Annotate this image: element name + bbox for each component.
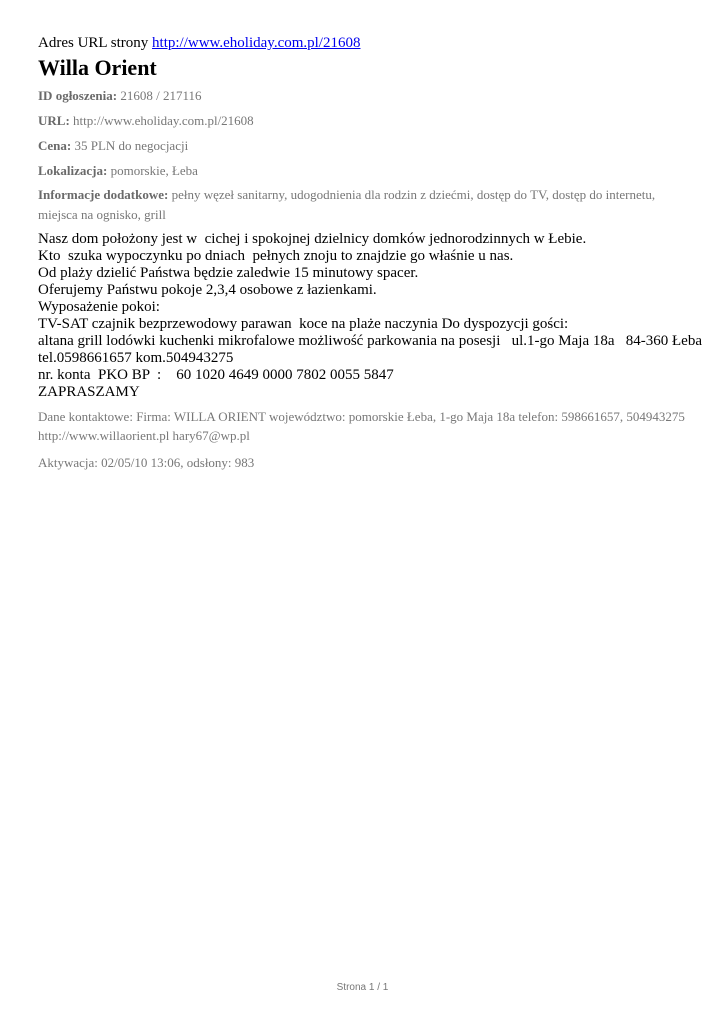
document-page [38,33,702,472]
contact-details: Dane kontaktowe: Firma: WILLA ORIENT województwo: pomorskie Łeba, 1-go Maja 18a telefon: 598661657, 504943275 http://www.willaorient.pl hary67@wp.pl [38,409,685,443]
field-location-label: Lokalizacja: [38,163,108,178]
field-additional-info [38,185,698,225]
page-url-link[interactable]: http://www.eholiday.com.pl/21608 [152,35,361,51]
description-line: Wyposażenie pokoi: [38,299,160,315]
field-id-value: 21608 / 217116 [117,88,202,103]
description-line: TV-SAT czajnik bezprzewodowy parawan koce na plaże naczynia Do dyspozycji gości: [38,316,569,332]
field-url-value: http://www.eholiday.com.pl/21608 [69,113,254,128]
description-line: Nasz dom położony jest w cichej i spokojnej dzielnicy domków jednorodzinnych w Łebie. [38,231,587,247]
field-additional-info-label: Informacje dodatkowe: [38,187,169,202]
description-line: ZAPRASZAMY [38,384,140,400]
field-location-value: pomorskie, Łeba [107,163,198,178]
description [38,231,702,401]
description-line: altana grill lodówki kuchenki mikrofalowe możliwość parkowania na posesji ul.1-go Maja 18a 84-360 Łeba [38,333,702,349]
description-line: Oferujemy Państwu pokoje 2,3,4 osobowe z łazienkami. [38,282,377,298]
description-line: Od plaży dzielić Państwa będzie zaledwie 15 minutowy spacer. [38,265,419,281]
page-title: Willa Orient [38,55,157,80]
activation-info: Aktywacja: 02/05/10 13:06, odsłony: 983 [38,455,255,470]
field-id [38,85,698,106]
description-line: nr. konta PKO BP : 60 1020 4649 0000 7802 0055 5847 [38,367,394,383]
url-prefix: Adres URL strony [38,35,153,51]
field-id-label: ID ogłoszenia: [38,88,118,103]
field-additional-info-value: pełny węzeł sanitarny, udogodnienia dla rodzin z dziećmi, dostęp do TV, dostęp do internetu, miejsca na ognisko, grill [38,187,656,222]
field-price [38,135,698,156]
field-price-label: Cena: [38,138,72,153]
field-price-value: 35 PLN do negocjacji [71,138,189,153]
page-url-line [38,33,698,53]
field-location [38,160,698,181]
page-footer: Strona 1 / 1 [336,982,389,993]
field-url [38,110,698,131]
field-url-label: URL: [38,113,70,128]
description-line: tel.0598661657 kom.504943275 [38,350,234,366]
description-line: Kto szuka wypoczynku po dniach pełnych znoju to znajdzie go właśnie u nas. [38,248,514,264]
